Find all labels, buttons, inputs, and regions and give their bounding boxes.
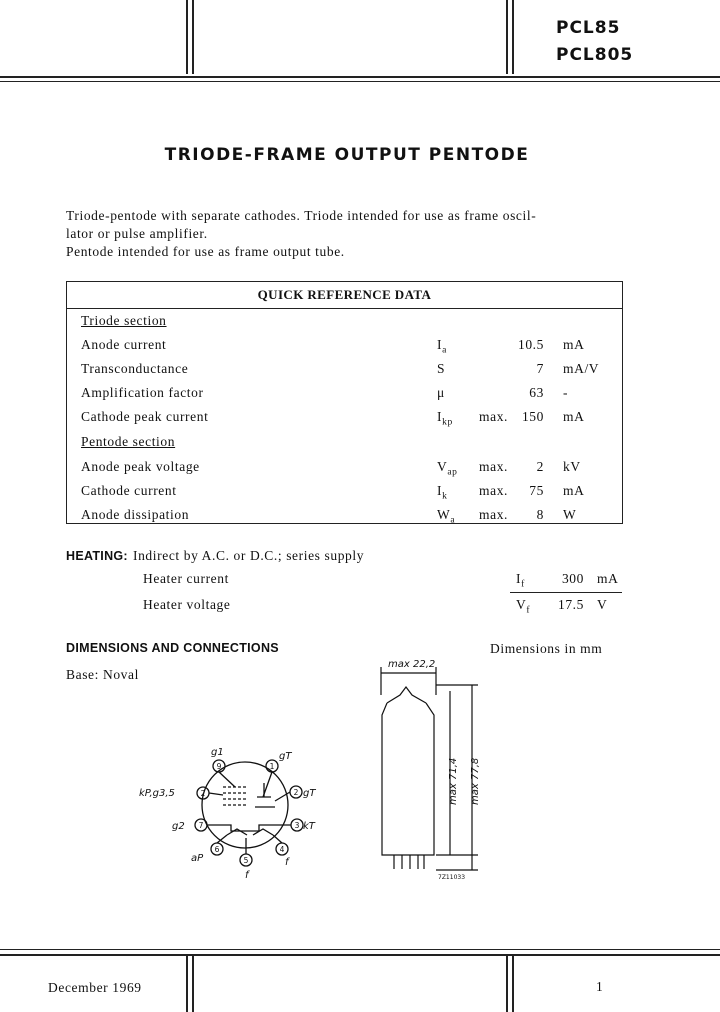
max-diameter-label: max 22,2 bbox=[388, 659, 436, 670]
heater-voltage-symbol: $V_f$ bbox=[516, 597, 531, 616]
max-height-2-label: max 77,8 bbox=[470, 757, 481, 805]
param-unit: mA bbox=[563, 337, 585, 352]
header-rule bbox=[192, 0, 194, 74]
svg-text:6: 6 bbox=[214, 845, 220, 854]
page-title: TRIODE-FRAME OUTPUT PENTODE bbox=[164, 145, 530, 165]
footer-rule bbox=[0, 954, 720, 956]
footer-date: December 1969 bbox=[48, 980, 142, 995]
param-max: max. bbox=[479, 507, 509, 522]
tube-outline-drawing bbox=[360, 655, 490, 885]
param-name: Cathode current bbox=[81, 483, 177, 498]
intro-line-1: Triode-pentode with separate cathodes. Triode intended for use as frame oscil- bbox=[66, 208, 537, 223]
heater-current-unit: mA bbox=[597, 571, 619, 586]
pin-label-ap: aP bbox=[191, 853, 204, 864]
heater-current-label: Heater current bbox=[143, 571, 229, 586]
quick-reference-heading: QUICK REFERENCE DATA bbox=[67, 282, 622, 309]
footer-rule bbox=[192, 956, 194, 1012]
header-rule bbox=[512, 0, 514, 74]
pin-label-kt: kT bbox=[303, 821, 315, 832]
param-symbol: $W_a$ bbox=[437, 507, 456, 526]
intro-line-2: lator or pulse amplifier. bbox=[66, 226, 208, 241]
svg-text:2: 2 bbox=[200, 789, 206, 798]
heater-current-value: 300 bbox=[561, 571, 584, 586]
svg-text:9: 9 bbox=[216, 762, 222, 771]
param-value: 75 bbox=[529, 483, 544, 498]
svg-text:7: 7 bbox=[198, 821, 204, 830]
drawing-code: 7Z11033 bbox=[438, 874, 466, 881]
heating-line bbox=[66, 545, 364, 564]
table-row bbox=[67, 507, 622, 527]
svg-text:3: 3 bbox=[294, 821, 300, 830]
dimensions-heading: DIMENSIONS AND CONNECTIONS bbox=[66, 641, 279, 655]
max-height-1-label: max 71,4 bbox=[448, 757, 459, 805]
base-type: Base: Noval bbox=[66, 667, 139, 682]
header-rule bbox=[506, 0, 508, 74]
param-max: max. bbox=[479, 409, 509, 424]
model-pcl85: PCL85 bbox=[556, 18, 621, 38]
param-value: 10.5 bbox=[517, 337, 544, 352]
param-name: Transconductance bbox=[81, 361, 189, 376]
section-label bbox=[67, 313, 622, 333]
param-name: Cathode peak current bbox=[81, 409, 209, 424]
page-number: 1 bbox=[596, 979, 604, 994]
pin-label-f1: f bbox=[245, 870, 249, 881]
heating-label: HEATING: bbox=[66, 549, 128, 563]
pin-label-gt: gT bbox=[279, 751, 292, 762]
param-symbol: $V_{ap}$ bbox=[437, 459, 458, 478]
heater-current-symbol: $I_f$ bbox=[516, 571, 525, 590]
dimensions-units-note: Dimensions in mm bbox=[490, 641, 603, 656]
pin-label-g2: g2 bbox=[172, 821, 185, 832]
triode-section-label: Triode section bbox=[81, 313, 167, 328]
table-row bbox=[67, 483, 622, 503]
param-name: Anode current bbox=[81, 337, 167, 352]
footer-rule bbox=[506, 956, 508, 1012]
svg-text:4: 4 bbox=[279, 845, 285, 854]
table-row bbox=[67, 361, 622, 381]
param-unit: mA/V bbox=[563, 361, 600, 376]
param-value: 150 bbox=[521, 409, 544, 424]
param-unit: W bbox=[563, 507, 577, 522]
heater-voltage-label: Heater voltage bbox=[143, 597, 231, 612]
header-rule bbox=[186, 0, 188, 74]
table-row bbox=[67, 459, 622, 479]
table-row bbox=[67, 385, 622, 405]
heater-voltage-value: 17.5 bbox=[557, 597, 584, 612]
param-symbol: μ bbox=[437, 385, 445, 400]
param-name: Anode peak voltage bbox=[81, 459, 200, 474]
param-symbol: $I_{kp}$ bbox=[437, 409, 453, 428]
param-value: 63 bbox=[529, 385, 544, 400]
footer-rule bbox=[512, 956, 514, 1012]
param-max: max. bbox=[479, 483, 509, 498]
header-rule bbox=[0, 81, 720, 82]
header-rule bbox=[0, 76, 720, 78]
param-value: 8 bbox=[536, 507, 544, 522]
param-name: Anode dissipation bbox=[81, 507, 190, 522]
param-name: Amplification factor bbox=[81, 385, 204, 400]
param-value: 7 bbox=[536, 361, 544, 376]
param-symbol: S bbox=[437, 361, 446, 376]
table-row bbox=[67, 409, 622, 429]
pin-label-f2: f bbox=[285, 857, 289, 868]
pin-label-gt2: gT bbox=[303, 788, 316, 799]
footer-rule bbox=[186, 956, 188, 1012]
heater-rule bbox=[510, 592, 622, 593]
quick-reference-table bbox=[66, 281, 623, 524]
section-label bbox=[67, 434, 622, 454]
param-value: 2 bbox=[536, 459, 544, 474]
model-pcl805: PCL805 bbox=[556, 45, 634, 65]
param-unit: mA bbox=[563, 483, 585, 498]
footer-rule bbox=[0, 949, 720, 950]
param-unit: mA bbox=[563, 409, 585, 424]
param-symbol: $I_k$ bbox=[437, 483, 448, 502]
table-row bbox=[67, 337, 622, 357]
svg-text:2: 2 bbox=[293, 788, 299, 797]
pin-label-kp-g3: kP,g3,5 bbox=[139, 788, 175, 799]
param-max: max. bbox=[479, 459, 509, 474]
svg-text:5: 5 bbox=[243, 856, 249, 865]
pentode-section-label: Pentode section bbox=[81, 434, 176, 449]
heater-voltage-unit: V bbox=[597, 597, 608, 612]
pin-connection-diagram bbox=[135, 735, 320, 885]
svg-text:1: 1 bbox=[269, 762, 275, 771]
param-unit: kV bbox=[563, 459, 581, 474]
intro-line-3: Pentode intended for use as frame output tube. bbox=[66, 244, 345, 259]
param-symbol: $I_a$ bbox=[437, 337, 447, 356]
pin-label-g1: g1 bbox=[211, 747, 224, 758]
heating-text: Indirect by A.C. or D.C.; series supply bbox=[132, 548, 365, 563]
param-unit: - bbox=[563, 385, 569, 400]
